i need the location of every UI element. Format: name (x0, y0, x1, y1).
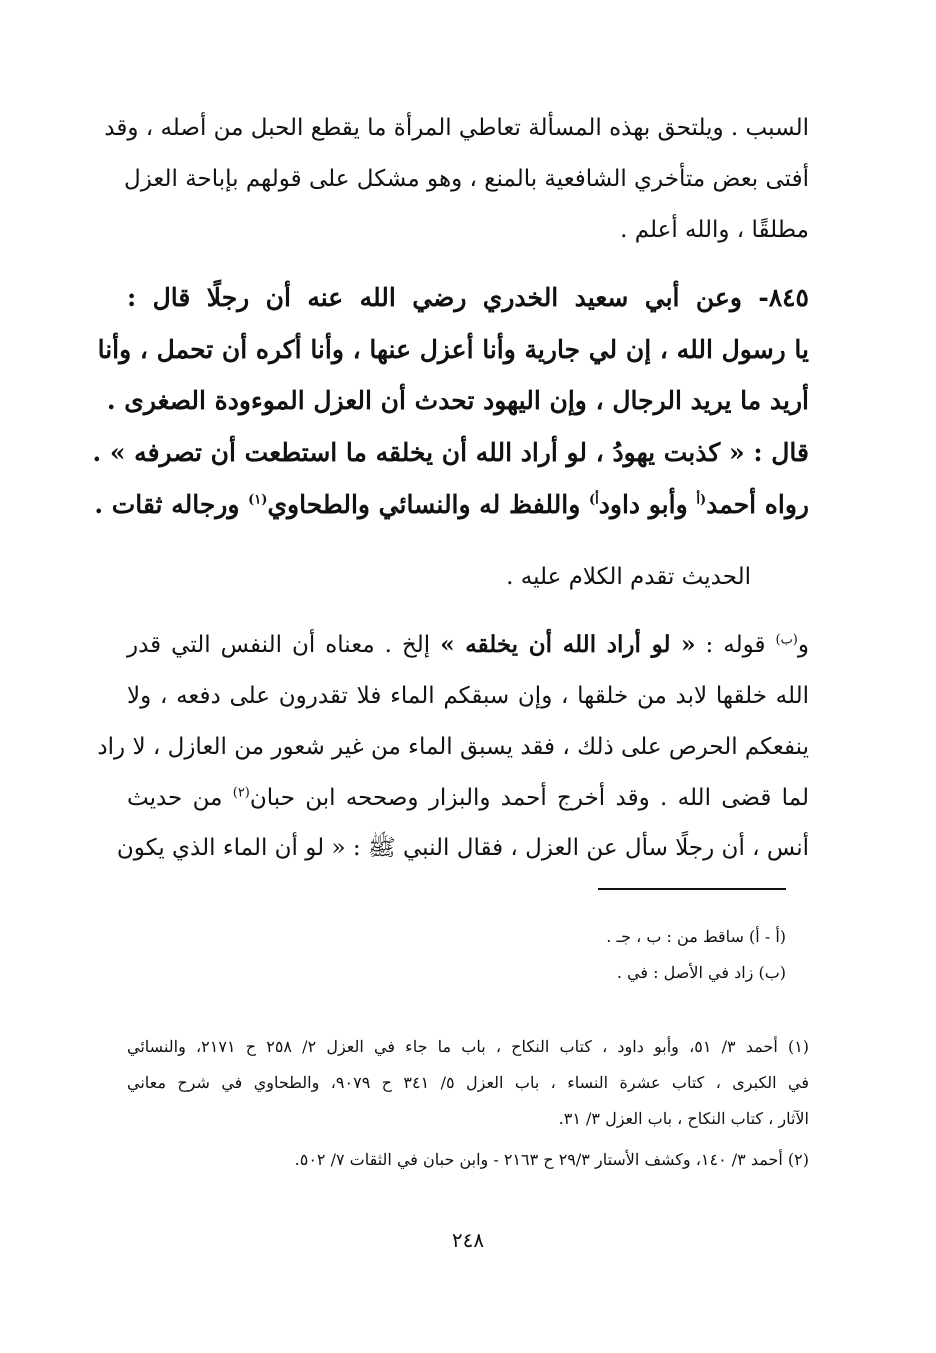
hadith-line: أريد ما يريد الرجال ، وإن اليهود تحدث أن العزل الموءودة الصغرى . (106, 386, 809, 415)
hadith-line: قال : « كذبت يهودُ ، لو أراد الله أن يخلقه ما استطعت أن تصرفه » . (92, 438, 809, 467)
quoted-phrase: « لو أراد الله أن يخلقه » (440, 631, 696, 658)
text-run: قوله : (695, 632, 776, 658)
text-line: أنس ، أن رجلًا سأل عن العزل ، فقال النبي ﷺ : « لو أن الماء الذي يكون (116, 835, 809, 861)
footnote-letter: (ب) زاد في الأصل : في . (616, 963, 786, 982)
footnote: (١) أحمد ٣/ ٥١، وأبو داود ، كتاب النكاح ، باب ما جاء في العزل ٢/ ٢٥٨ ح ٢١٧١، والنسائي (127, 1037, 810, 1056)
footnote: (٢) أحمد ٣/ ١٤٠، وكشف الأستار ٢٩/٣ ح ٢١٦٣ - وابن حبان في الثقات ٧/ ٥٠٢. (294, 1150, 809, 1169)
text-run: إلخ . معناه أن النفس التي قدر (127, 632, 441, 658)
text-line: الله خلقها لابد من خلقها ، وإن سبقكم الماء فلا تقدرون على دفعه ، ولا (127, 683, 809, 709)
footnote-separator (598, 888, 786, 890)
text-line: السبب . ويلتحق بهذه المسألة تعاطي المرأة ما يقطع الحبل من أصله ، وقد (104, 115, 809, 141)
footnote-marker: (٢) (232, 785, 250, 801)
text-line (127, 625, 809, 665)
page-number: ٢٤٨ (451, 1228, 485, 1252)
text-line: مطلقًا ، والله أعلم . (620, 217, 809, 243)
text-run: و (797, 632, 809, 658)
commentary-intro: الحديث تقدم الكلام عليه . (506, 564, 751, 590)
hadith-line: ٨٤٥- وعن أبي سعيد الخدري رضي الله عنه أن رجلًا قال : (127, 283, 809, 312)
text-run: وأبو داود (598, 490, 697, 519)
text-run: رواه أحمد (706, 490, 809, 519)
footnote-marker: (أ (696, 492, 707, 508)
footnote-marker: (١) (248, 492, 268, 508)
hadith-line: يا رسول الله ، إن لي جارية وأنا أعزل عنها ، وأنا أكره أن تحمل ، وأنا (97, 335, 809, 364)
hadith-source-line (94, 485, 809, 525)
text-run: ورجاله ثقات . (94, 490, 249, 519)
text-run: من حديث (127, 785, 233, 811)
text-run: واللفظ له والنسائي والطحاوي (267, 490, 589, 519)
footnote-marker: (ب) (775, 632, 798, 648)
footnote: في الكبرى ، كتاب عشرة النساء ، باب العزل ٥/ ٣٤١ ح ٩٠٧٩، والطحاوي في شرح معاني (127, 1073, 809, 1092)
footnote: الآثار ، كتاب النكاح ، باب العزل ٣/ ٣١. (558, 1109, 809, 1128)
footnote-letter: (أ - أ) ساقط من : ب ، جـ . (606, 927, 786, 946)
footnote-marker: أ) (589, 492, 599, 508)
text-line (127, 778, 809, 818)
text-run: لما قضى الله . وقد أخرج أحمد والبزار وصححه ابن حبان (249, 785, 809, 811)
text-line: أفتى بعض متأخري الشافعية بالمنع ، وهو مشكل على قولهم بإباحة العزل (123, 166, 809, 192)
text-line: ينفعكم الحرص على ذلك ، فقد يسبق الماء من غير شعور من العازل ، لا راد (97, 734, 809, 760)
